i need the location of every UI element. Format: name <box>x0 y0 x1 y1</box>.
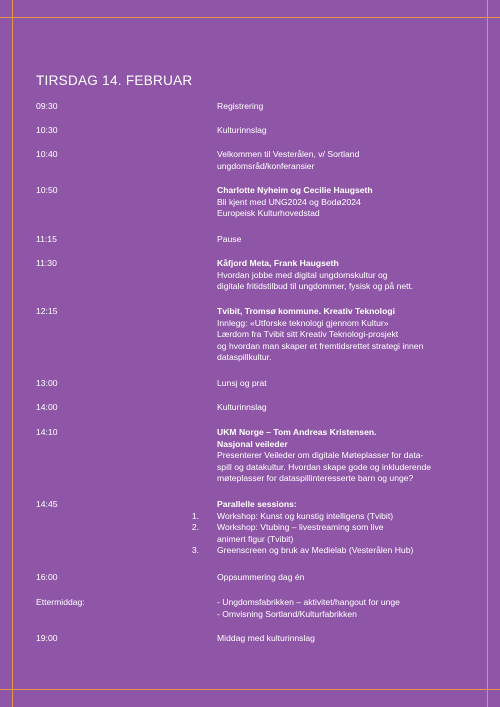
schedule-time: 11:30 <box>36 258 57 268</box>
schedule-content <box>217 101 467 113</box>
session-heading: UKM Norge – Tom Andreas Kristensen. <box>217 427 377 437</box>
schedule-content <box>217 378 467 390</box>
page-title: TIRSDAG 14. FEBRUAR <box>36 73 193 88</box>
session-description: Bli kjent med UNG2024 og Bodø2024 <box>217 196 361 207</box>
session-description: Lærdom fra Tvibit sitt Kreativ Teknologi-prosjekt <box>217 329 399 339</box>
schedule-content <box>217 258 467 293</box>
parallel-session-item: animert figur (Tvibit) <box>217 533 294 544</box>
schedule-content <box>217 597 467 620</box>
list-number: 3. <box>191 545 199 555</box>
schedule-time: 13:00 <box>36 378 58 388</box>
session-description: Presenterer Veileder om digitale Møteplasser for data- <box>217 450 424 460</box>
session-description: digitale fritidstilbud til ungdommer, fysisk og på nett. <box>217 281 414 291</box>
crop-mark-top <box>0 17 500 18</box>
schedule-time: 10:50 <box>36 185 58 195</box>
schedule-time: 14:00 <box>36 402 58 412</box>
parallel-session-item: 3. Greenscreen og bruk av Medielab (Vesterålen Hub) <box>217 545 467 557</box>
schedule-time: 10:30 <box>36 125 58 135</box>
session-description: ungdomsråd/konferansier <box>217 160 315 171</box>
session-heading: Kåfjord Meta, Frank Haugseth <box>217 258 339 268</box>
session-description: Registrering <box>217 101 264 111</box>
session-description: Kulturinnslag <box>217 402 267 412</box>
schedule-content <box>217 427 467 485</box>
session-description: Hvordan jobbe med digital ungdomskultur og <box>217 269 388 280</box>
schedule-time: 10:40 <box>36 149 58 159</box>
parallel-sessions-list <box>191 510 467 557</box>
crop-mark-left <box>12 0 13 707</box>
schedule-time: 19:00 <box>36 633 58 643</box>
schedule-time: 11:15 <box>36 234 57 244</box>
session-description: Lunsj og prat <box>217 378 267 388</box>
session-description: spill og datakultur. Hvordan skape gode og inkluderende <box>217 461 432 472</box>
session-description: Kulturinnslag <box>217 125 267 135</box>
session-description: Europeisk Kulturhovedstad <box>217 208 320 218</box>
schedule-time: 16:00 <box>36 572 58 582</box>
session-description: og hvordan man skaper et fremtidsrettet strategi innen <box>217 340 424 351</box>
parallel-session-item: 1. Workshop: Kunst og kunstig intelligens (Tvibit) <box>217 511 467 523</box>
session-description: Middag med kulturinnslag <box>217 633 315 643</box>
session-description: Oppsummering dag én <box>217 572 305 582</box>
session-heading: Parallelle sessions: <box>217 499 297 509</box>
schedule-content <box>217 149 467 172</box>
schedule-time: 12:15 <box>36 306 58 316</box>
schedule-time: 14:45 <box>36 499 58 509</box>
session-description: Innlegg: «Utforske teknologi gjennom Kultur» <box>217 317 389 328</box>
session-description: Pause <box>217 234 242 244</box>
schedule-content <box>217 306 467 364</box>
session-heading: Charlotte Nyheim og Cecilie Haugseth <box>217 185 373 195</box>
schedule-content <box>217 572 467 584</box>
crop-mark-bottom <box>0 689 500 690</box>
list-number: 1. <box>191 510 199 521</box>
schedule-content <box>191 499 467 557</box>
session-description: møteplasser for dataspillinteresserte barn og unge? <box>217 473 414 483</box>
session-description: Velkommen til Vesterålen, v/ Sortland <box>217 149 360 159</box>
session-heading: Nasjonal veileder <box>217 438 288 449</box>
session-description: - Omvisning Sortland/Kulturfabrikken <box>217 608 357 619</box>
schedule-time: 14:10 <box>36 427 58 437</box>
schedule-content <box>217 234 467 246</box>
parallel-session-item: 2. Workshop: Vtubing – livestreaming som live <box>217 522 467 534</box>
crop-mark-right <box>487 0 488 707</box>
session-heading: Tvibit, Tromsø kommune. Kreativ Teknologi <box>217 306 395 316</box>
schedule-time: 09:30 <box>36 101 58 111</box>
schedule-content <box>217 633 467 645</box>
list-number: 2. <box>191 522 199 532</box>
schedule-content <box>217 185 467 220</box>
session-description: - Ungdomsfabrikken – aktivitet/hangout for unge <box>217 597 400 607</box>
schedule-content <box>217 125 467 137</box>
session-description: dataspillkultur. <box>217 352 272 362</box>
schedule-content <box>217 402 467 414</box>
schedule-time: Ettermiddag: <box>36 597 85 607</box>
